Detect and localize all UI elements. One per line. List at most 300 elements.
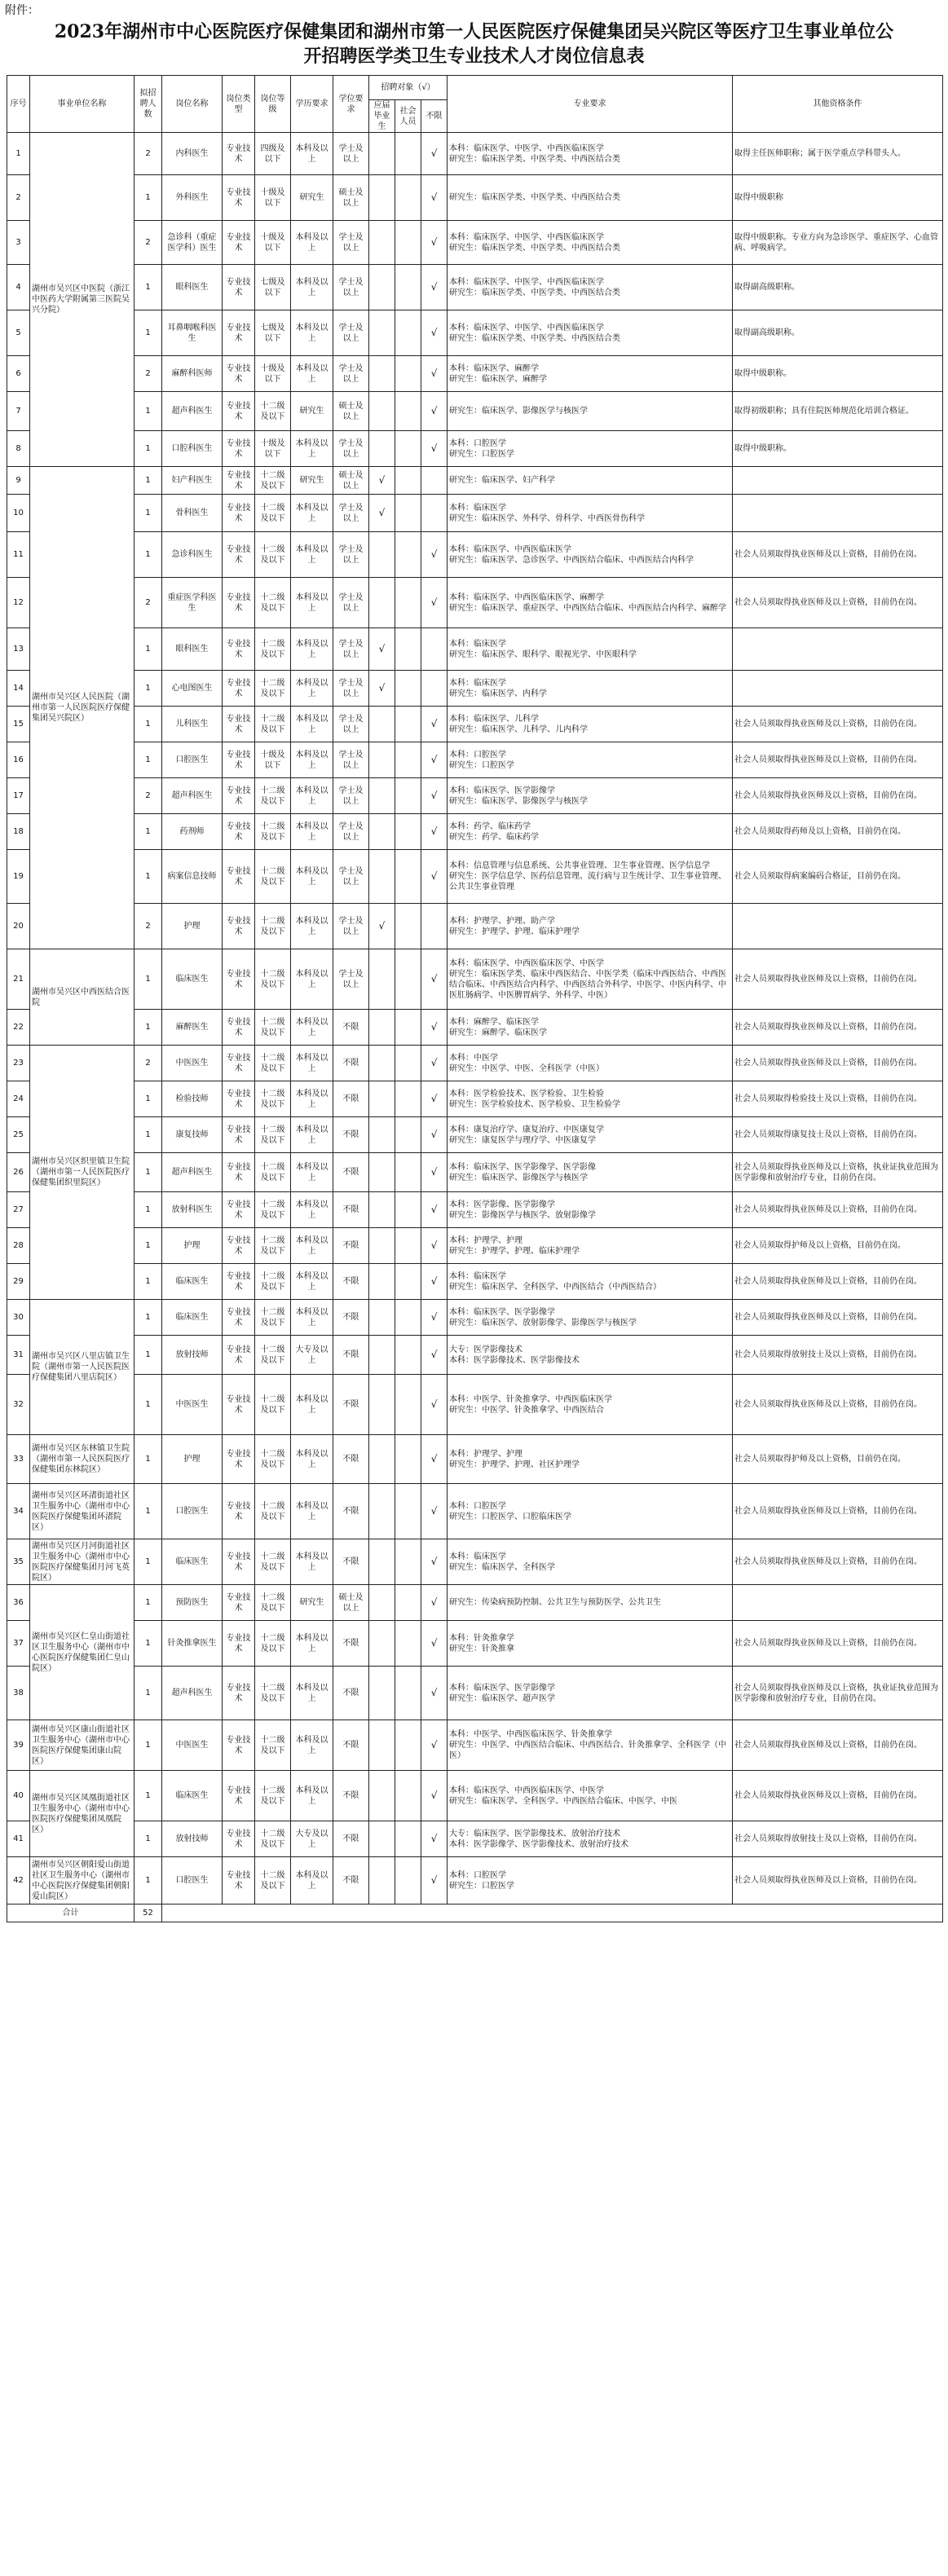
row-seq: 23 bbox=[7, 1046, 30, 1081]
row-target-graduate bbox=[369, 1081, 395, 1117]
row-post: 临床医生 bbox=[162, 1771, 223, 1821]
row-major bbox=[448, 1300, 733, 1336]
row-major bbox=[448, 1046, 733, 1081]
row-target-graduate bbox=[369, 778, 395, 814]
header-post: 岗位名称 bbox=[162, 76, 223, 133]
major-line: 研究生：临床医学、影像医学与核医学 bbox=[449, 796, 589, 806]
row-target-graduate: √ bbox=[369, 904, 395, 949]
row-target-graduate bbox=[369, 1336, 395, 1375]
row-seq: 25 bbox=[7, 1117, 30, 1153]
row-target-any: √ bbox=[421, 392, 448, 431]
row-type: 专业技术 bbox=[223, 265, 255, 310]
row-seq: 9 bbox=[7, 467, 30, 495]
major-line: 本科：针灸推拿学 bbox=[449, 1633, 515, 1643]
row-type: 专业技术 bbox=[223, 467, 255, 495]
major-line: 本科：临床医学、中西医临床医学、中医学 bbox=[449, 1786, 605, 1795]
table-row bbox=[7, 1667, 943, 1720]
table-row bbox=[7, 1117, 943, 1153]
row-level: 十二级及以下 bbox=[255, 1117, 291, 1153]
major-line: 研究生：针灸推拿 bbox=[449, 1644, 515, 1653]
unit-name: 湖州市吴兴区八里店镇卫生院（湖州市第一人民医院医疗保健集团八里店院区） bbox=[30, 1300, 134, 1435]
row-major bbox=[448, 707, 733, 742]
header-count: 拟招聘人数 bbox=[134, 76, 162, 133]
row-post: 护理 bbox=[162, 904, 223, 949]
header-major: 专业要求 bbox=[448, 76, 733, 133]
row-major bbox=[448, 1228, 733, 1264]
row-edu: 本科及以上 bbox=[291, 778, 333, 814]
table-row bbox=[7, 1192, 943, 1228]
row-degree: 学士及以上 bbox=[333, 495, 369, 532]
header-target: 招聘对象（√） bbox=[369, 76, 448, 100]
row-degree: 学士及以上 bbox=[333, 356, 369, 392]
major-line: 本科：临床医学、中医学、中西医临床医学 bbox=[449, 323, 605, 332]
row-post: 康复技师 bbox=[162, 1117, 223, 1153]
row-target-any: √ bbox=[421, 1192, 448, 1228]
row-target-graduate bbox=[369, 310, 395, 356]
row-post: 预防医生 bbox=[162, 1585, 223, 1621]
row-seq: 13 bbox=[7, 628, 30, 671]
row-level: 十二级及以下 bbox=[255, 628, 291, 671]
row-type: 专业技术 bbox=[223, 1621, 255, 1667]
major-line: 本科：麻醉学、临床医学 bbox=[449, 1017, 540, 1027]
row-seq: 12 bbox=[7, 578, 30, 628]
row-major bbox=[448, 1771, 733, 1821]
row-target-social bbox=[395, 495, 421, 532]
row-edu: 本科及以上 bbox=[291, 850, 333, 904]
table-row bbox=[7, 778, 943, 814]
row-target-social bbox=[395, 356, 421, 392]
row-target-social bbox=[395, 1621, 421, 1667]
row-type: 专业技术 bbox=[223, 1857, 255, 1904]
table-row bbox=[7, 1435, 943, 1484]
major-line: 研究生：临床医学、内科学 bbox=[449, 689, 548, 698]
row-seq: 31 bbox=[7, 1336, 30, 1375]
row-post: 妇产科医生 bbox=[162, 467, 223, 495]
row-target-social bbox=[395, 1336, 421, 1375]
row-major bbox=[448, 949, 733, 1010]
row-edu: 研究生 bbox=[291, 175, 333, 221]
row-post: 眼科医生 bbox=[162, 265, 223, 310]
row-level: 十级及以下 bbox=[255, 175, 291, 221]
table-row bbox=[7, 265, 943, 310]
row-major bbox=[448, 1153, 733, 1192]
major-line: 研究生：临床医学、急诊医学、中西医结合临床、中西医结合内科学 bbox=[449, 555, 694, 565]
major-line: 大专：医学影像技术 bbox=[449, 1345, 523, 1354]
table-row bbox=[7, 1336, 943, 1375]
row-seq: 26 bbox=[7, 1153, 30, 1192]
row-target-any: √ bbox=[421, 1081, 448, 1117]
row-target-social bbox=[395, 1264, 421, 1300]
row-level: 七级及以下 bbox=[255, 310, 291, 356]
row-other: 取得副高级职称。 bbox=[733, 310, 943, 356]
major-line: 研究生：临床医学、全科医学、中西医结合（中西医结合） bbox=[449, 1282, 662, 1292]
row-target-graduate bbox=[369, 532, 395, 578]
row-major bbox=[448, 532, 733, 578]
row-type: 专业技术 bbox=[223, 221, 255, 265]
row-edu: 本科及以上 bbox=[291, 495, 333, 532]
row-target-social bbox=[395, 1192, 421, 1228]
row-type: 专业技术 bbox=[223, 356, 255, 392]
header-level: 岗位等级 bbox=[255, 76, 291, 133]
table-row bbox=[7, 495, 943, 532]
row-target-graduate bbox=[369, 1117, 395, 1153]
row-type: 专业技术 bbox=[223, 1720, 255, 1771]
row-other: 社会人员须取得执业医师及以上资格，目前仍在岗。 bbox=[733, 949, 943, 1010]
row-degree: 学士及以上 bbox=[333, 707, 369, 742]
row-degree: 学士及以上 bbox=[333, 904, 369, 949]
document-title bbox=[0, 20, 948, 68]
row-major bbox=[448, 628, 733, 671]
row-target-social bbox=[395, 671, 421, 707]
row-seq: 20 bbox=[7, 904, 30, 949]
row-count: 1 bbox=[134, 1300, 162, 1336]
unit-name: 湖州市吴兴区中医院（浙江中医药大学附属第三医院吴兴分院） bbox=[30, 133, 134, 467]
row-target-any: √ bbox=[421, 265, 448, 310]
row-count: 1 bbox=[134, 1484, 162, 1539]
row-type: 专业技术 bbox=[223, 175, 255, 221]
row-edu: 大专及以上 bbox=[291, 1821, 333, 1857]
major-line: 本科：护理学、护理、助产学 bbox=[449, 916, 556, 926]
row-seq: 42 bbox=[7, 1857, 30, 1904]
row-type: 专业技术 bbox=[223, 904, 255, 949]
row-post: 口腔医生 bbox=[162, 1484, 223, 1539]
row-target-social bbox=[395, 707, 421, 742]
row-seq: 7 bbox=[7, 392, 30, 431]
header-other: 其他资格条件 bbox=[733, 76, 943, 133]
row-level: 十二级及以下 bbox=[255, 1857, 291, 1904]
row-degree: 不限 bbox=[333, 1621, 369, 1667]
row-type: 专业技术 bbox=[223, 495, 255, 532]
row-other bbox=[733, 1585, 943, 1621]
row-count: 1 bbox=[134, 1375, 162, 1435]
table-row bbox=[7, 578, 943, 628]
row-seq: 17 bbox=[7, 778, 30, 814]
row-level: 七级及以下 bbox=[255, 265, 291, 310]
row-count: 1 bbox=[134, 1081, 162, 1117]
row-edu: 本科及以上 bbox=[291, 1720, 333, 1771]
unit-name: 湖州市吴兴区环渚街道社区卫生服务中心（湖州市中心医院医疗保健集团环渚院区） bbox=[30, 1484, 134, 1539]
row-seq: 19 bbox=[7, 850, 30, 904]
row-count: 1 bbox=[134, 1771, 162, 1821]
row-major bbox=[448, 578, 733, 628]
row-target-any: √ bbox=[421, 850, 448, 904]
total-empty bbox=[162, 1904, 943, 1922]
row-degree: 不限 bbox=[333, 1484, 369, 1539]
table-row bbox=[7, 310, 943, 356]
major-line: 研究生：临床医学类、中医学类、中西医结合类 bbox=[449, 193, 621, 202]
major-line: 本科：临床医学 bbox=[449, 1271, 507, 1281]
unit-name: 湖州市吴兴区康山街道社区卫生服务中心（湖州市中心医院医疗保健集团康山院区） bbox=[30, 1720, 134, 1771]
row-count: 1 bbox=[134, 175, 162, 221]
row-edu: 本科及以上 bbox=[291, 1010, 333, 1046]
row-level: 十二级及以下 bbox=[255, 1153, 291, 1192]
row-seq: 37 bbox=[7, 1621, 30, 1667]
row-target-graduate bbox=[369, 431, 395, 467]
row-target-social bbox=[395, 1081, 421, 1117]
row-target-graduate bbox=[369, 1046, 395, 1081]
row-seq: 27 bbox=[7, 1192, 30, 1228]
major-line: 研究生：临床医学、重症医学、中西医结合临床、中西医结合内科学、麻醉学 bbox=[449, 603, 727, 613]
row-target-any: √ bbox=[421, 1621, 448, 1667]
row-post: 口腔医生 bbox=[162, 742, 223, 778]
table-row bbox=[7, 1153, 943, 1192]
row-edu: 本科及以上 bbox=[291, 310, 333, 356]
major-line: 本科：临床医学、医学影像学 bbox=[449, 786, 556, 795]
row-edu: 本科及以上 bbox=[291, 221, 333, 265]
row-type: 专业技术 bbox=[223, 778, 255, 814]
row-major bbox=[448, 221, 733, 265]
header-target-graduate: 应届毕业生 bbox=[369, 100, 395, 133]
major-line: 研究生：临床医学类、临床中西医结合、中医学类（临床中西医结合、中西医结合临床、中西医结合内科学、中西医结合外科学、中医学、中医内科学、中医肛肠病学、中医脾胃病学、外科学、中医） bbox=[449, 969, 727, 1000]
row-type: 专业技术 bbox=[223, 1539, 255, 1585]
row-post: 中医医生 bbox=[162, 1720, 223, 1771]
row-target-social bbox=[395, 1228, 421, 1264]
major-line: 本科：临床医学 bbox=[449, 503, 507, 513]
row-count: 1 bbox=[134, 1010, 162, 1046]
row-seq: 10 bbox=[7, 495, 30, 532]
row-target-graduate bbox=[369, 392, 395, 431]
row-count: 1 bbox=[134, 1228, 162, 1264]
row-degree: 不限 bbox=[333, 1192, 369, 1228]
row-target-graduate bbox=[369, 1585, 395, 1621]
row-target-any: √ bbox=[421, 1046, 448, 1081]
row-seq: 4 bbox=[7, 265, 30, 310]
table-row bbox=[7, 707, 943, 742]
row-level: 十二级及以下 bbox=[255, 1720, 291, 1771]
row-other: 取得中级职称。 bbox=[733, 356, 943, 392]
header-degree: 学位要求 bbox=[333, 76, 369, 133]
row-other: 社会人员须取得执业医师及以上资格，目前仍在岗。 bbox=[733, 1621, 943, 1667]
row-type: 专业技术 bbox=[223, 392, 255, 431]
row-target-social bbox=[395, 1117, 421, 1153]
row-level: 十二级及以下 bbox=[255, 707, 291, 742]
row-type: 专业技术 bbox=[223, 1585, 255, 1621]
row-level: 十二级及以下 bbox=[255, 814, 291, 850]
row-target-any: √ bbox=[421, 1117, 448, 1153]
row-seq: 40 bbox=[7, 1771, 30, 1821]
attachment-label: 附件： bbox=[5, 4, 39, 17]
major-line: 本科：医学影像技术、医学影像技术 bbox=[449, 1355, 580, 1365]
row-target-any: √ bbox=[421, 1336, 448, 1375]
row-other: 取得中级职称 bbox=[733, 175, 943, 221]
major-line: 本科：临床医学、中医学、中西医临床医学 bbox=[449, 232, 605, 242]
row-other: 社会人员须取得执业医师及以上资格，目前仍在岗。 bbox=[733, 1375, 943, 1435]
row-edu: 本科及以上 bbox=[291, 431, 333, 467]
row-major bbox=[448, 742, 733, 778]
row-type: 专业技术 bbox=[223, 1117, 255, 1153]
row-target-any: √ bbox=[421, 1585, 448, 1621]
row-seq: 35 bbox=[7, 1539, 30, 1585]
row-count: 1 bbox=[134, 628, 162, 671]
row-post: 心电图医生 bbox=[162, 671, 223, 707]
row-target-social bbox=[395, 814, 421, 850]
total-row bbox=[7, 1904, 943, 1922]
major-line: 研究生：影像医学与核医学、放射影像学 bbox=[449, 1210, 597, 1220]
row-major bbox=[448, 1264, 733, 1300]
row-level: 十二级及以下 bbox=[255, 1228, 291, 1264]
table-row bbox=[7, 1081, 943, 1117]
row-target-graduate bbox=[369, 1192, 395, 1228]
row-level: 十二级及以下 bbox=[255, 532, 291, 578]
row-target-social bbox=[395, 1857, 421, 1904]
major-line: 研究生：麻醉学、临床医学 bbox=[449, 1028, 548, 1037]
row-post: 口腔医生 bbox=[162, 1857, 223, 1904]
row-post: 耳鼻咽喉科医生 bbox=[162, 310, 223, 356]
row-edu: 研究生 bbox=[291, 467, 333, 495]
major-line: 研究生：传染病预防控制、公共卫生与预防医学、公共卫生 bbox=[449, 1598, 662, 1607]
row-target-graduate bbox=[369, 175, 395, 221]
major-line: 研究生：临床医学类、中医学类、中西医结合类 bbox=[449, 333, 621, 343]
row-target-graduate bbox=[369, 1300, 395, 1336]
row-target-graduate: √ bbox=[369, 671, 395, 707]
row-major bbox=[448, 1336, 733, 1375]
row-post: 外科医生 bbox=[162, 175, 223, 221]
row-major bbox=[448, 1484, 733, 1539]
row-degree: 不限 bbox=[333, 1375, 369, 1435]
row-degree: 学士及以上 bbox=[333, 628, 369, 671]
row-target-social bbox=[395, 1300, 421, 1336]
row-seq: 11 bbox=[7, 532, 30, 578]
major-line: 本科：临床医学、医学影像学、医学影像 bbox=[449, 1162, 597, 1172]
row-other: 社会人员须取得执业医师及以上资格，目前仍在岗。 bbox=[733, 742, 943, 778]
row-target-graduate bbox=[369, 1821, 395, 1857]
row-post: 超声科医生 bbox=[162, 778, 223, 814]
row-major bbox=[448, 431, 733, 467]
row-count: 1 bbox=[134, 431, 162, 467]
row-target-any: √ bbox=[421, 1771, 448, 1821]
row-target-any: √ bbox=[421, 578, 448, 628]
row-major bbox=[448, 495, 733, 532]
row-level: 十级及以下 bbox=[255, 221, 291, 265]
major-line: 研究生：临床医学、全科医学、中西医结合临床、中医学、中医 bbox=[449, 1796, 678, 1806]
row-degree: 硕士及以上 bbox=[333, 1585, 369, 1621]
row-level: 十二级及以下 bbox=[255, 1771, 291, 1821]
row-degree: 不限 bbox=[333, 1771, 369, 1821]
row-target-any: √ bbox=[421, 707, 448, 742]
major-line: 本科：医学检验技术、医学检验、卫生检验 bbox=[449, 1089, 605, 1099]
table-row bbox=[7, 133, 943, 175]
row-target-social bbox=[395, 1375, 421, 1435]
row-other: 社会人员须取得执业医师及以上资格，执业证执业范围为医学影像和放射治疗专业，目前仍在岗。 bbox=[733, 1153, 943, 1192]
row-target-graduate bbox=[369, 742, 395, 778]
row-other: 社会人员须取得药师及以上资格，目前仍在岗。 bbox=[733, 814, 943, 850]
row-level: 十二级及以下 bbox=[255, 949, 291, 1010]
total-label: 合计 bbox=[7, 1904, 134, 1922]
row-seq: 22 bbox=[7, 1010, 30, 1046]
unit-name: 湖州市吴兴区织里镇卫生院（湖州市第一人民医院医疗保健集团织里院区） bbox=[30, 1046, 134, 1300]
row-major bbox=[448, 1010, 733, 1046]
row-degree: 学士及以上 bbox=[333, 578, 369, 628]
row-count: 2 bbox=[134, 356, 162, 392]
row-target-graduate bbox=[369, 1621, 395, 1667]
major-line: 研究生：中医学、针灸推拿学、中西医结合 bbox=[449, 1405, 605, 1415]
row-count: 1 bbox=[134, 1720, 162, 1771]
row-seq: 29 bbox=[7, 1264, 30, 1300]
row-target-social bbox=[395, 1539, 421, 1585]
row-count: 1 bbox=[134, 1192, 162, 1228]
major-line: 本科：临床医学、医学影像学 bbox=[449, 1683, 556, 1693]
row-degree: 不限 bbox=[333, 1336, 369, 1375]
row-edu: 本科及以上 bbox=[291, 133, 333, 175]
row-edu: 本科及以上 bbox=[291, 949, 333, 1010]
major-line: 大专：临床医学、医学影像技术、放射治疗技术 bbox=[449, 1829, 621, 1838]
table-row bbox=[7, 1857, 943, 1904]
row-target-any: √ bbox=[421, 1010, 448, 1046]
row-edu: 本科及以上 bbox=[291, 532, 333, 578]
table-row bbox=[7, 1375, 943, 1435]
row-target-graduate bbox=[369, 1228, 395, 1264]
table-row bbox=[7, 356, 943, 392]
row-edu: 本科及以上 bbox=[291, 356, 333, 392]
row-major bbox=[448, 1621, 733, 1667]
row-post: 超声科医生 bbox=[162, 392, 223, 431]
table-row bbox=[7, 431, 943, 467]
row-count: 1 bbox=[134, 671, 162, 707]
row-target-social bbox=[395, 310, 421, 356]
row-count: 1 bbox=[134, 1336, 162, 1375]
major-line: 研究生：临床医学、麻醉学 bbox=[449, 374, 548, 384]
row-major bbox=[448, 175, 733, 221]
row-target-graduate bbox=[369, 1667, 395, 1720]
row-degree: 学士及以上 bbox=[333, 310, 369, 356]
row-target-any: √ bbox=[421, 356, 448, 392]
row-edu: 本科及以上 bbox=[291, 1539, 333, 1585]
row-level: 十级及以下 bbox=[255, 356, 291, 392]
row-edu: 本科及以上 bbox=[291, 1081, 333, 1117]
row-edu: 本科及以上 bbox=[291, 628, 333, 671]
major-line: 本科：临床医学、医学影像学 bbox=[449, 1307, 556, 1317]
row-count: 1 bbox=[134, 1821, 162, 1857]
row-post: 口腔科医生 bbox=[162, 431, 223, 467]
table-row bbox=[7, 1484, 943, 1539]
row-post: 针灸推拿医生 bbox=[162, 1621, 223, 1667]
row-major bbox=[448, 1192, 733, 1228]
table-row bbox=[7, 671, 943, 707]
row-type: 专业技术 bbox=[223, 814, 255, 850]
major-line: 研究生：药学、临床药学 bbox=[449, 832, 540, 842]
table-row bbox=[7, 1264, 943, 1300]
row-target-any: √ bbox=[421, 221, 448, 265]
row-seq: 33 bbox=[7, 1435, 30, 1484]
title-line-1: 2023年湖州市中心医院医疗保健集团和湖州市第一人民医院医疗保健集团吴兴院区等医疗卫生事业单位公 bbox=[54, 21, 894, 42]
row-target-social bbox=[395, 1435, 421, 1484]
row-seq: 30 bbox=[7, 1300, 30, 1336]
row-other: 社会人员须取得执业医师及以上资格，目前仍在岗。 bbox=[733, 1539, 943, 1585]
unit-name: 湖州市吴兴区人民医院（湖州市第一人民医院医疗保健集团吴兴院区） bbox=[30, 467, 134, 949]
table-row bbox=[7, 1771, 943, 1821]
row-degree: 学士及以上 bbox=[333, 949, 369, 1010]
row-count: 1 bbox=[134, 1621, 162, 1667]
row-type: 专业技术 bbox=[223, 1375, 255, 1435]
major-line: 本科：护理学、护理 bbox=[449, 1235, 523, 1245]
row-type: 专业技术 bbox=[223, 578, 255, 628]
major-line: 本科：口腔医学 bbox=[449, 1870, 507, 1880]
row-edu: 本科及以上 bbox=[291, 1857, 333, 1904]
row-seq: 16 bbox=[7, 742, 30, 778]
row-level: 十二级及以下 bbox=[255, 1585, 291, 1621]
row-degree: 学士及以上 bbox=[333, 778, 369, 814]
row-degree: 不限 bbox=[333, 1264, 369, 1300]
row-target-social bbox=[395, 467, 421, 495]
row-target-graduate bbox=[369, 221, 395, 265]
row-level: 十二级及以下 bbox=[255, 578, 291, 628]
row-type: 专业技术 bbox=[223, 1771, 255, 1821]
row-degree: 不限 bbox=[333, 1228, 369, 1264]
row-edu: 本科及以上 bbox=[291, 742, 333, 778]
major-line: 研究生：口腔医学 bbox=[449, 449, 515, 459]
row-major bbox=[448, 310, 733, 356]
row-type: 专业技术 bbox=[223, 1046, 255, 1081]
